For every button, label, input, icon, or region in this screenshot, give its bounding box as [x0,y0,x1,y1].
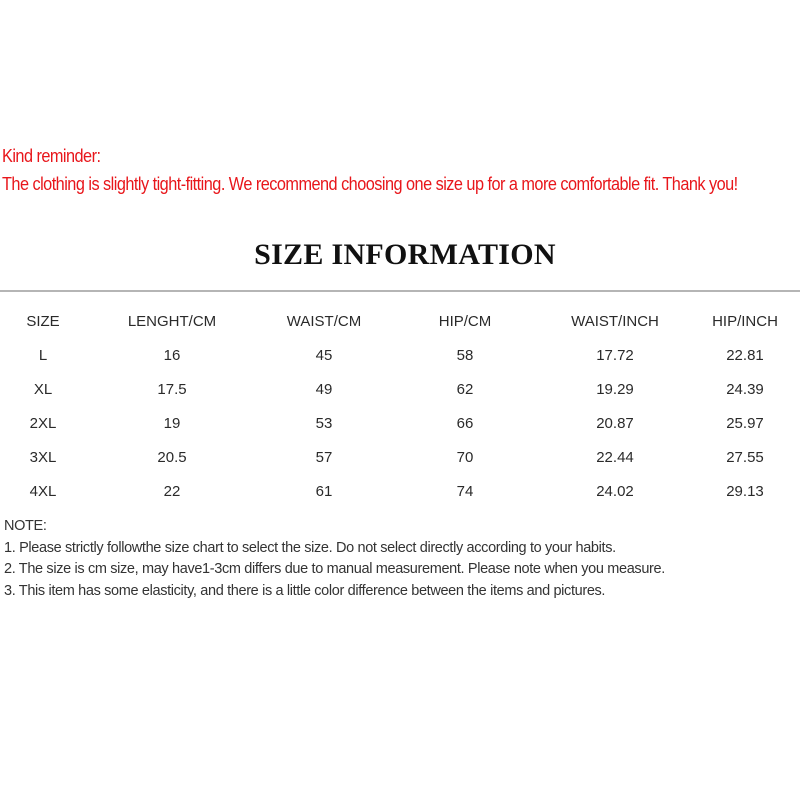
table-row [0,440,800,474]
table-cell: 53 [315,414,333,432]
table-cell: 2XL [29,414,57,432]
table-cell: 74 [456,482,474,500]
table-cell: 70 [456,448,474,466]
table-cell: XL [33,380,53,398]
notes-section [4,516,665,602]
column-header-size: SIZE [26,312,60,330]
table-cell: 20.5 [157,448,187,466]
table-cell: 16 [163,346,181,364]
column-header-waist-inch: WAIST/INCH [571,312,659,330]
table-cell: 25.97 [726,414,764,432]
table-row [0,338,800,372]
table-row [0,372,800,406]
table-header-row [0,304,800,338]
table-row [0,406,800,440]
table-cell: 3XL [29,448,57,466]
table-cell: 61 [315,482,333,500]
note-item: 3. This item has some elasticity, and there is a little color difference between the items and pictures. [4,582,606,599]
table-cell: 58 [456,346,474,364]
column-header-waist-cm: WAIST/CM [286,312,362,330]
notes-heading: NOTE: [4,518,47,534]
table-cell: 19.29 [596,380,634,398]
note-item: 2. The size is cm size, may have1-3cm differs due to manual measurement. Please note when you measure. [4,561,665,577]
table-row [0,474,800,508]
divider [0,290,800,292]
page-title: SIZE INFORMATION [254,238,556,271]
size-table [0,304,800,508]
table-cell: 22.44 [596,448,634,466]
reminder-text: The clothing is slightly tight-fitting. We recommend choosing one size up for a more comfortable fit. Thank you! [2,173,738,194]
table-cell: 62 [456,380,474,398]
table-cell: 20.87 [596,414,634,432]
table-cell: 57 [315,448,333,466]
table-cell: 29.13 [726,482,764,500]
table-cell: 24.02 [596,482,634,500]
table-cell: 19 [163,414,181,432]
kind-reminder [2,142,738,198]
column-header-length-cm: LENGHT/CM [127,312,217,330]
table-cell: 17.5 [157,380,187,398]
table-cell: 49 [315,380,333,398]
table-cell: 22 [163,482,181,500]
table-cell: 17.72 [596,346,634,364]
note-item: 1. Please strictly followthe size chart to select the size. Do not select directly according to your habits. [4,539,616,556]
column-header-hip-inch: HIP/INCH [712,312,778,330]
table-cell: 4XL [29,482,57,500]
table-cell: 66 [456,414,474,432]
table-cell: 27.55 [726,448,764,466]
table-cell: L [38,346,48,364]
table-cell: 45 [315,346,333,364]
table-cell: 24.39 [726,380,764,398]
reminder-heading: Kind reminder: [2,145,101,166]
table-cell: 22.81 [726,346,764,364]
column-header-hip-cm: HIP/CM [438,312,492,330]
